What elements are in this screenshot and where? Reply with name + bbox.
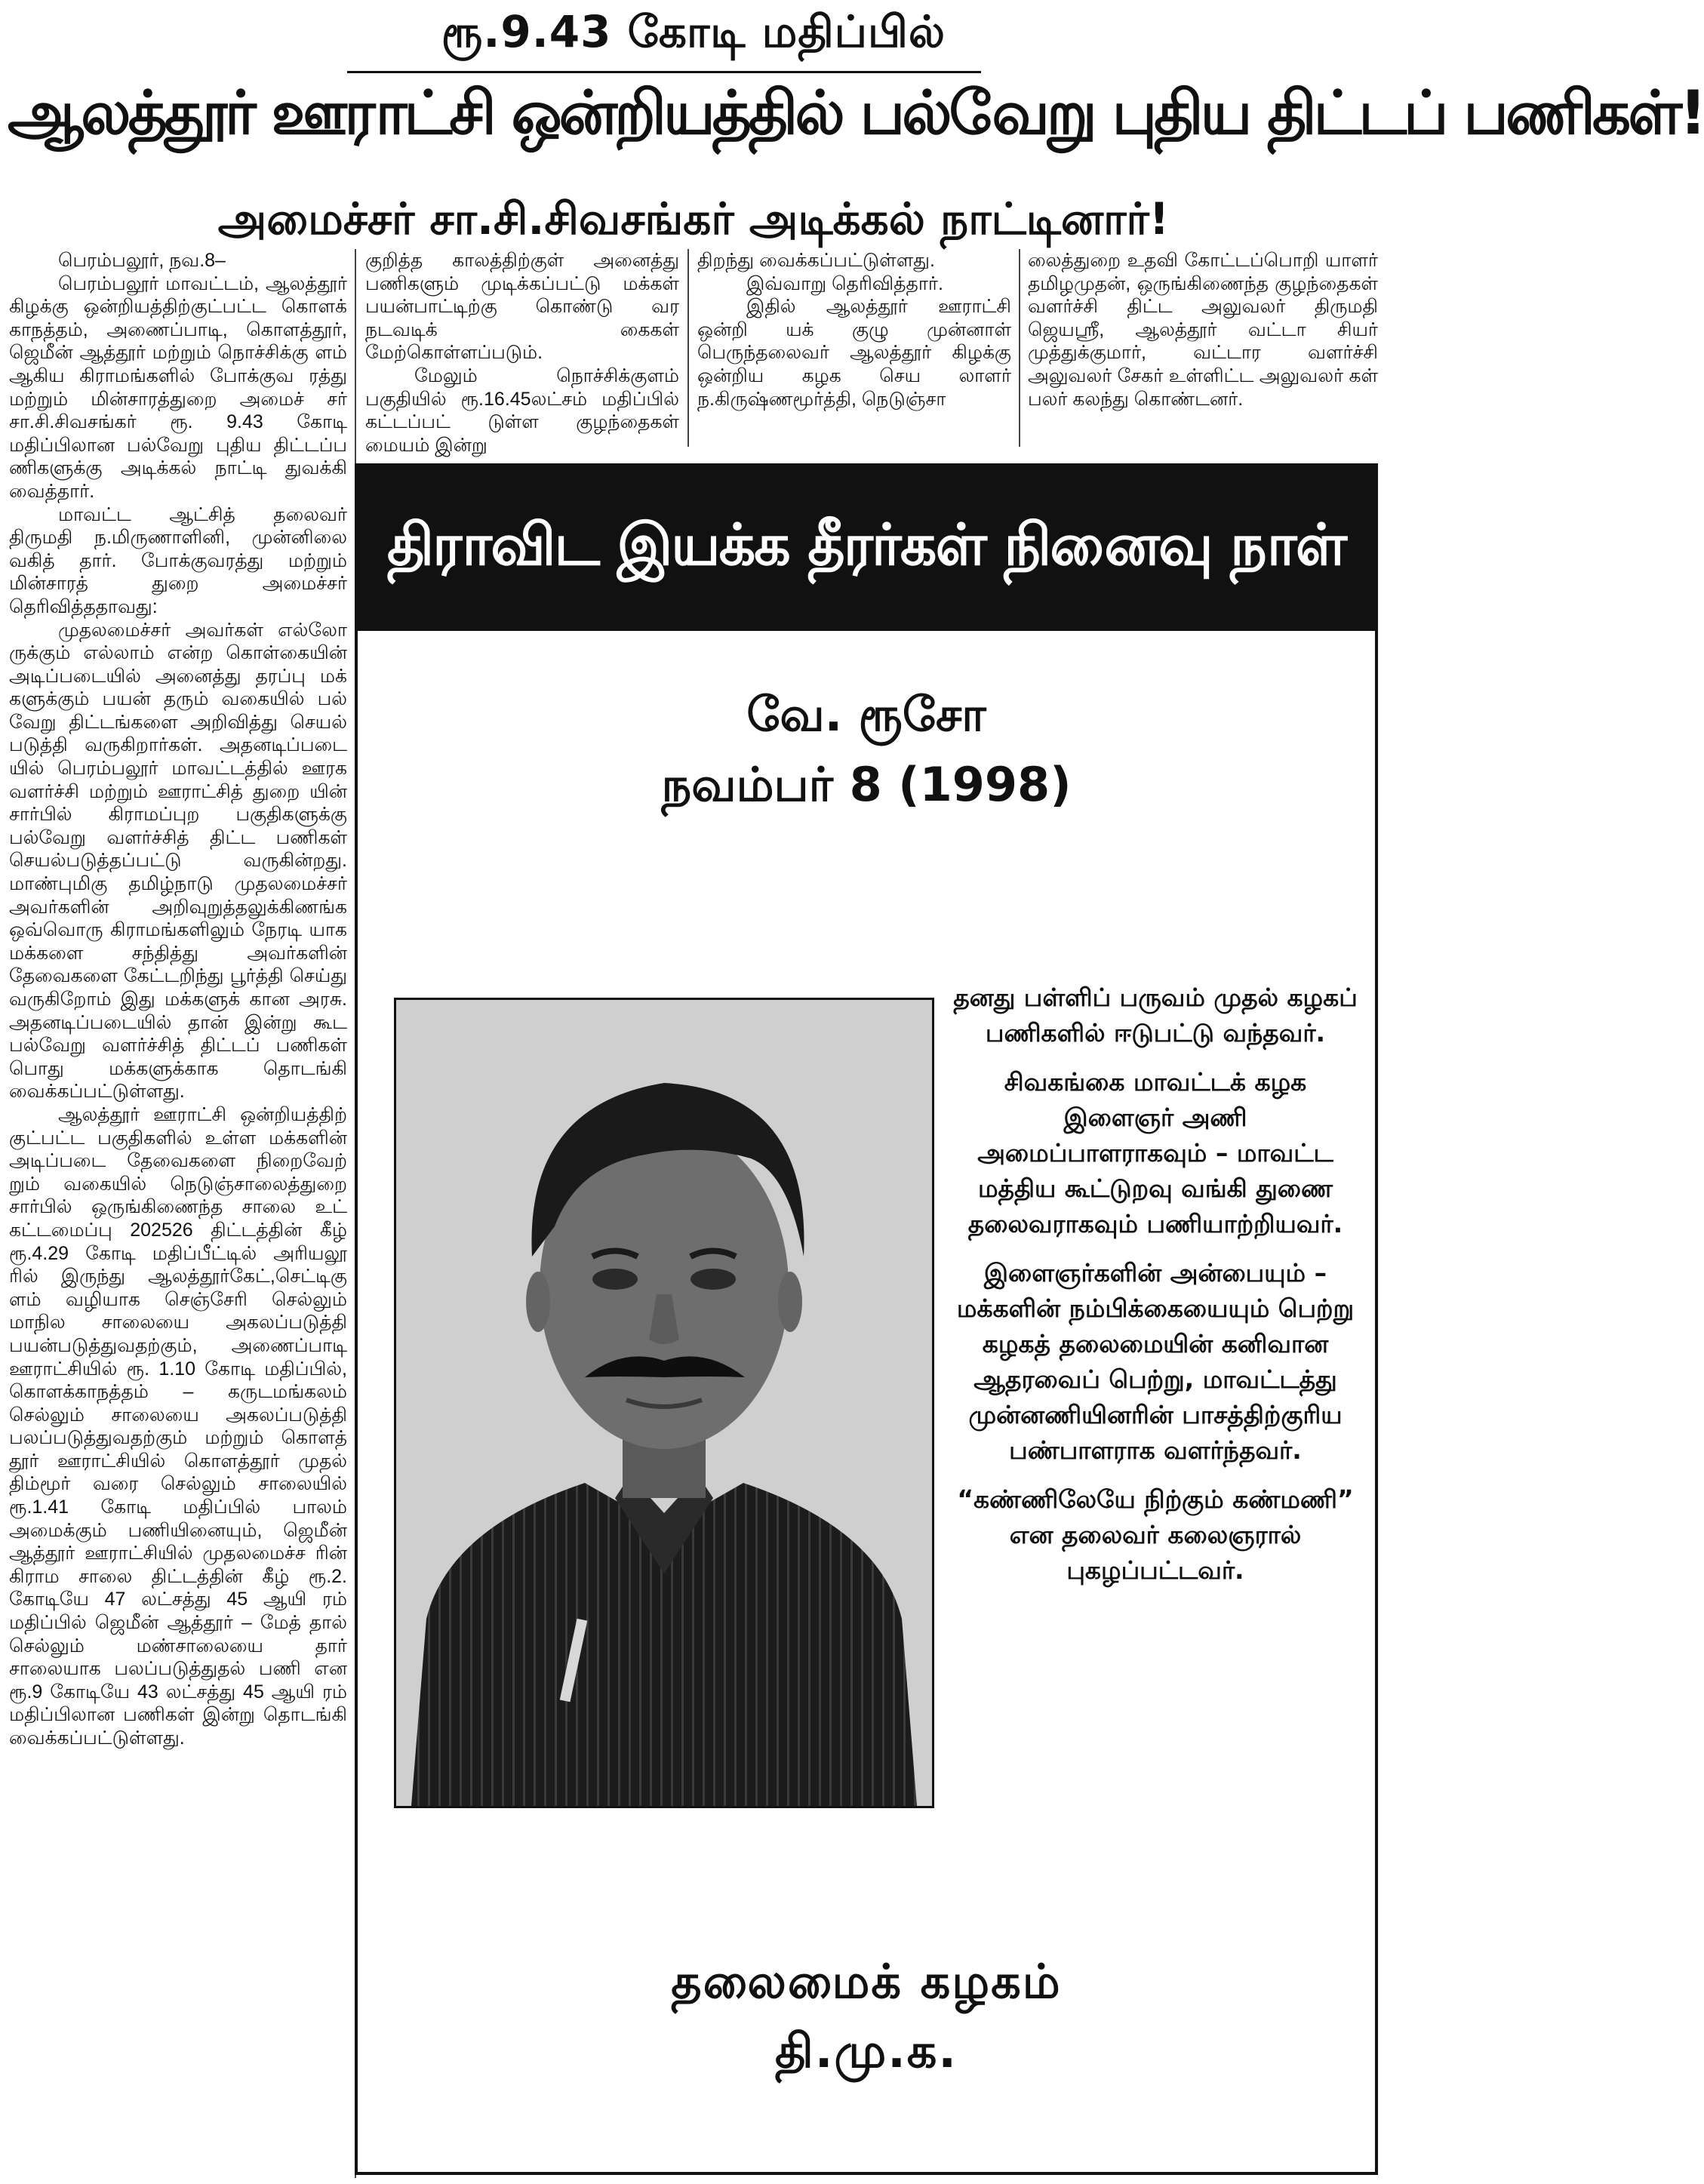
memorial-banner: திராவிட இயக்க தீரர்கள் நினைவு நாள் [358, 466, 1375, 631]
kicker-underline [347, 71, 981, 73]
column-divider [687, 249, 689, 447]
column-divider [1019, 249, 1020, 447]
article-paragraph: முதலமைச்சர் அவர்கள் எல்லோ ருக்கும் எல்லாம் என்ற கொள்கையின் அடிப்படையில் அனைத்து தரப்பு மக் களுக்கும் பயன் தரும் வகையில் பல் வேறு திட்டங்களை அறிவித்து செயல் படுத்தி வருகிறார்கள். அதனடிப்படை யில் பெரம்பலூர் மாவட்டத்தில் ஊரக வளர்ச்சி மற்றும் ஊராட்சித் துறை யின் சார்பில் கிராமப்புற பகுதிகளுக்கு பல்வேறு வளர்ச்சித் திட்ட பணிகள் செயல்படுத்தப்பட்டு வருகின்றது. மாண்புமிகு தமிழ்நாடு முதலமைச்சர் அவர்களின் அறிவுறுத்தலுக்கிணங்க ஒவ்வொரு கிராமங்களிலும் நேரடி யாக மக்களை சந்தித்து அவர்களின் தேவைகளை கேட்டறிந்து பூர்த்தி செய்து வருகிறோம் இது மக்களுக் கான அரசு. அதனடிப்படையில் தான் இன்று கூட பல்வேறு வளர்ச்சித் திட்டப் பணிகள் பொது மக்களுக்காக தொடங்கி வைக்கப்பட்டுள்ளது. [9, 619, 347, 1103]
article-column-2 [365, 249, 679, 456]
kicker-heading: ரூ.9.43 கோடி மதிப்பில் [441, 6, 946, 57]
subheadline: அமைச்சர் சா.சி.சிவசங்கர் அடிக்கல் நாட்டினார்! [217, 193, 1170, 245]
article-column-4 [1028, 249, 1378, 445]
bio-paragraph: “கண்ணிலேயே நிற்கும் கண்மணி” என தலைவர் கலைஞரால் புகழப்பட்டவர். [957, 1484, 1354, 1585]
article-paragraph: இவ்வாறு தெரிவித்தார். [746, 272, 943, 294]
bio-paragraph: இளைஞர்களின் அன்பையும் – மக்களின் நம்பிக்கையையும் பெற்று கழகத் தலைமையின் கனிவான ஆதரவைப் பெற்று, மாவட்டத்து முன்னணியினரின் பாசத்திற்குரிய பண்பாளராக வளர்ந்தவர். [956, 1258, 1355, 1465]
signature-line-2: தி.மு.க. [775, 2023, 958, 2078]
article-paragraph: லைத்துறை உதவி கோட்டப்பொறி யாளர் தமிழமுதன், ஒருங்கிணைந்த குழந்தைகள் வளர்ச்சி திட்ட அலுவலர் திருமதி ஜெயஸ்ரீ, ஆலத்தூர் வட்டா சியர் முத்துக்குமார், வட்டார வளர்ச்சி அலுவலர் சேகர் உள்ளிட்ட அலுவலர் கள் பலர் கலந்து கொண்டனர். [1028, 250, 1378, 410]
article-paragraph: மாவட்ட ஆட்சித் தலைவர் திருமதி ந.மிருணாளினி, முன்னிலை வகித் தார். போக்குவரத்து மற்றும் மின்சாரத் துறை அமைச்சர் தெரிவித்ததாவது: [9, 503, 347, 617]
article-paragraph: பெரம்பலூர் மாவட்டம், ஆலத்தூர் கிழக்கு ஒன்றியத்திற்குட்பட்ட கொளக் காநத்தம், அணைப்பாடி, கொளத்தூர், ஜெமீன் ஆத்தூர் மற்றும் நொச்சிக்கு ளம் ஆகிய கிராமங்களில் போக்குவ ரத்து மற்றும் மின்சாரத்துறை அமைச் சர் சா.சி.சிவசங்கர் ரூ. 9.43 கோடி மதிப்பிலான பல்வேறு புதிய திட்டப்ப ணிகளுக்கு அடிக்கல் நாட்டி துவக்கி வைத்தார். [9, 272, 347, 502]
memorial-date: நவம்பர் 8 (1998) [661, 757, 1072, 812]
headline: ஆலத்தூர் ஊராட்சி ஒன்றியத்தில் பல்வேறு புதிய திட்டப் பணிகள்! [8, 78, 1704, 148]
portrait-photo [394, 998, 934, 1808]
portrait-illustration [396, 1000, 932, 1806]
article-paragraph: இதில் ஆலத்தூர் ஊராட்சி ஒன்றி யக் குழு முன்னாள் பெருந்தலைவர் ஆலத்தூர் கிழக்கு ஒன்றிய கழக செய லாளர் ந.கிருஷ்ணமூர்த்தி, நெடுஞ்சா [697, 296, 1011, 410]
memorial-bio [949, 980, 1361, 1601]
signature-line-1: தலைமைக் கழகம் [671, 1954, 1062, 2009]
article-paragraph: ஆலத்தூர் ஊராட்சி ஒன்றியத்திற் குட்பட்ட பகுதிகளில் உள்ள மக்களின் அடிப்படை தேவைகளை நிறைவேற் றும் வகையில் நெடுஞ்சாலைத்துறை சார்பில் ஒருங்கிணைந்த சாலை உட் கட்டமைப்பு 202526 திட்டத்தின் கீழ் ரூ.4.29 கோடி மதிப்பீட்டில் அரியலூ ரில் இருந்து ஆலத்தூர்கேட்,செட்டிகு ளம் வழியாக செஞ்சேரி செல்லும் மாநில சாலையை அகலப்படுத்தி பயன்படுத்துவதற்கும், அணைப்பாடி ஊராட்சியில் ரூ. 1.10 கோடி மதிப்பில், கொளக்காநத்தம் – கருடமங்கலம் செல்லும் சாலையை அகலப்படுத்தி பலப்படுத்துவதற்கும் மற்றும் கொளத் தூர் ஊராட்சியில் கொளத்தூர் முதல் திம்மூர் வரை செல்லும் சாலையில் ரூ.1.41 கோடி மதிப்பில் பாலம் அமைக்கும் பணியினையும், ஜெமீன் ஆத்தூர் ஊராட்சியில் முதலமைச்ச ரின் கிராம சாலை திட்டத்தின் கீழ் ரூ.2. கோடியே 47 லட்சத்து 45 ஆயி ரம் மதிப்பில் ஜெமீன் ஆத்தூர் – மேத் தால் செல்லும் மண்சாலையை தார் சாலையாக பலப்படுத்துதல் பணி என ரூ.9 கோடியே 43 லட்சத்து 45 ஆயி ரம் மதிப்பிலான பணிகள் இன்று தொடங்கி வைக்கப்பட்டுள்ளது. [9, 1103, 347, 1749]
honoree-name: வே. ரூசோ [746, 687, 986, 742]
article-column-1 [9, 249, 347, 2181]
article-paragraph: மேலும் நொச்சிக்குளம் பகுதியில் ரூ.16.45லட்சம் மதிப்பில் கட்டப்பட் டுள்ள குழந்தைகள் மையம் இன்று [365, 365, 679, 456]
article-column-3 [697, 249, 1011, 445]
dateline: பெரம்பலூர், நவ.8– [58, 250, 226, 271]
signature-block [358, 1947, 1375, 2086]
article-paragraph: திறந்து வைக்கப்பட்டுள்ளது. [697, 250, 935, 271]
article-paragraph: குறித்த காலத்திற்குள் அனைத்து பணிகளும் முடிக்கப்பட்டு மக்கள் பயன்பாட்டிற்கு கொண்டு வர நடவடிக் கைகள் மேற்கொள்ளப்படும். [365, 250, 679, 364]
honoree-block [358, 679, 1375, 820]
bio-paragraph: சிவகங்கை மாவட்டக் கழக இளைஞர் அணி அமைப்பாளராகவும் – மாவட்ட மத்திய கூட்டுறவு வங்கி துணை தலைவராகவும் பணியாற்றியவர். [967, 1067, 1343, 1238]
bio-paragraph: தனது பள்ளிப் பருவம் முதல் கழகப் பணிகளில் ஈடுபட்டு வந்தவர். [953, 983, 1358, 1047]
